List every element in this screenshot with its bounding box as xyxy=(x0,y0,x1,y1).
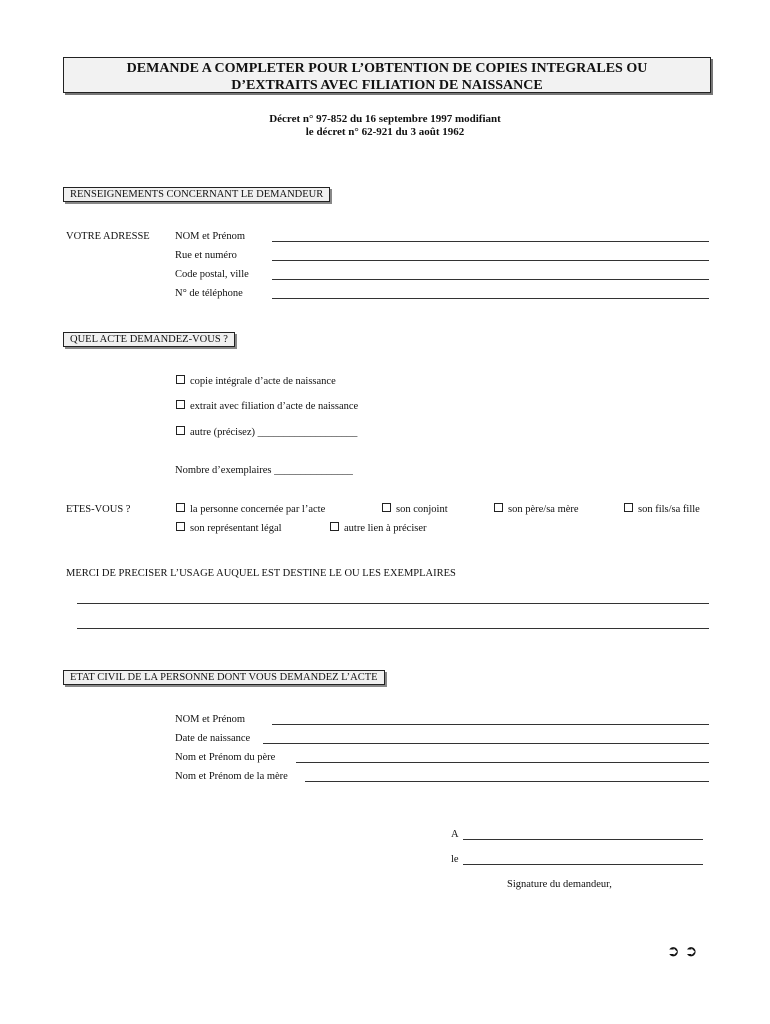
relation-other[interactable] xyxy=(330,522,427,534)
form-title-line1: DEMANDE A COMPLETER POUR L’OBTENTION DE COPIES INTEGRALES OU xyxy=(126,61,648,76)
applicant-postcode-field[interactable] xyxy=(272,279,709,280)
relation-child[interactable] xyxy=(624,503,700,515)
section-heading-civil-status: ETAT CIVIL DE LA PERSONNE DONT VOUS DEMANDEZ L’ACTE xyxy=(63,670,385,685)
option-other[interactable] xyxy=(176,426,357,438)
checkbox[interactable] xyxy=(330,522,339,531)
applicant-phone-field[interactable] xyxy=(272,298,709,299)
usage-field-line2[interactable] xyxy=(77,628,709,629)
place-label: A xyxy=(451,829,459,840)
section-heading-act: QUEL ACTE DEMANDEZ-VOUS ? xyxy=(63,332,235,347)
person-name-label: NOM et Prénom xyxy=(175,714,245,725)
date-field[interactable] xyxy=(463,864,703,865)
usage-label: MERCI DE PRECISER L’USAGE AUQUEL EST DESTINE LE OU LES EXEMPLAIRES xyxy=(66,568,456,579)
checkbox[interactable] xyxy=(176,375,185,384)
option-extract[interactable] xyxy=(176,400,358,412)
checkbox[interactable] xyxy=(176,400,185,409)
decree-line2: le décret n° 62-921 du 3 août 1962 xyxy=(305,126,465,138)
relation-legal-rep-label: son représentant légal xyxy=(190,523,282,534)
applicant-phone-label: N° de téléphone xyxy=(175,288,243,299)
form-title-box xyxy=(63,57,711,93)
relation-spouse[interactable] xyxy=(382,503,448,515)
checkbox[interactable] xyxy=(382,503,391,512)
checkbox[interactable] xyxy=(176,503,185,512)
form-title-line2: D’EXTRAITS AVEC FILIATION DE NAISSANCE xyxy=(231,78,543,93)
relation-self-label: la personne concernée par l’acte xyxy=(190,504,326,515)
option-other-label: autre (précisez) ___________________ xyxy=(190,427,358,438)
checkbox[interactable] xyxy=(494,503,503,512)
copies-count[interactable]: Nombre d’exemplaires _______________ xyxy=(175,465,353,476)
applicant-street-field[interactable] xyxy=(272,260,709,261)
option-full-copy-label: copie intégrale d’acte de naissance xyxy=(190,376,336,387)
next-page-arrows-icon: ➲ ➲ xyxy=(667,942,698,960)
birth-date-field[interactable] xyxy=(263,743,709,744)
option-full-copy[interactable] xyxy=(176,375,336,387)
relation-other-label: autre lien à préciser xyxy=(344,523,427,534)
applicant-street-label: Rue et numéro xyxy=(175,250,237,261)
father-name-field[interactable] xyxy=(296,762,709,763)
mother-name-label: Nom et Prénom de la mère xyxy=(175,771,288,782)
date-label: le xyxy=(451,854,459,865)
relation-child-label: son fils/sa fille xyxy=(638,504,700,515)
applicant-name-label: NOM et Prénom xyxy=(175,231,245,242)
relation-parent-label: son père/sa mère xyxy=(508,504,579,515)
father-name-label: Nom et Prénom du père xyxy=(175,752,276,763)
birth-date-label: Date de naissance xyxy=(175,733,251,744)
place-field[interactable] xyxy=(463,839,703,840)
checkbox[interactable] xyxy=(624,503,633,512)
applicant-name-field[interactable] xyxy=(272,241,709,242)
decree-line1: Décret n° 97-852 du 16 septembre 1997 modifiant xyxy=(269,113,501,125)
checkbox[interactable] xyxy=(176,426,185,435)
relation-spouse-label: son conjoint xyxy=(396,504,448,515)
option-extract-label: extrait avec filiation d’acte de naissance xyxy=(190,401,359,412)
relation-self[interactable] xyxy=(176,503,325,515)
relation-label: ETES-VOUS ? xyxy=(66,504,131,515)
relation-legal-rep[interactable] xyxy=(176,522,282,534)
checkbox[interactable] xyxy=(176,522,185,531)
usage-field-line1[interactable] xyxy=(77,603,709,604)
relation-parent[interactable] xyxy=(494,503,579,515)
mother-name-field[interactable] xyxy=(305,781,709,782)
signature-label: Signature du demandeur, xyxy=(507,879,612,890)
address-label: VOTRE ADRESSE xyxy=(66,231,150,242)
section-heading-applicant: RENSEIGNEMENTS CONCERNANT LE DEMANDEUR xyxy=(63,187,330,202)
person-name-field[interactable] xyxy=(272,724,709,725)
applicant-postcode-label: Code postal, ville xyxy=(175,269,249,280)
